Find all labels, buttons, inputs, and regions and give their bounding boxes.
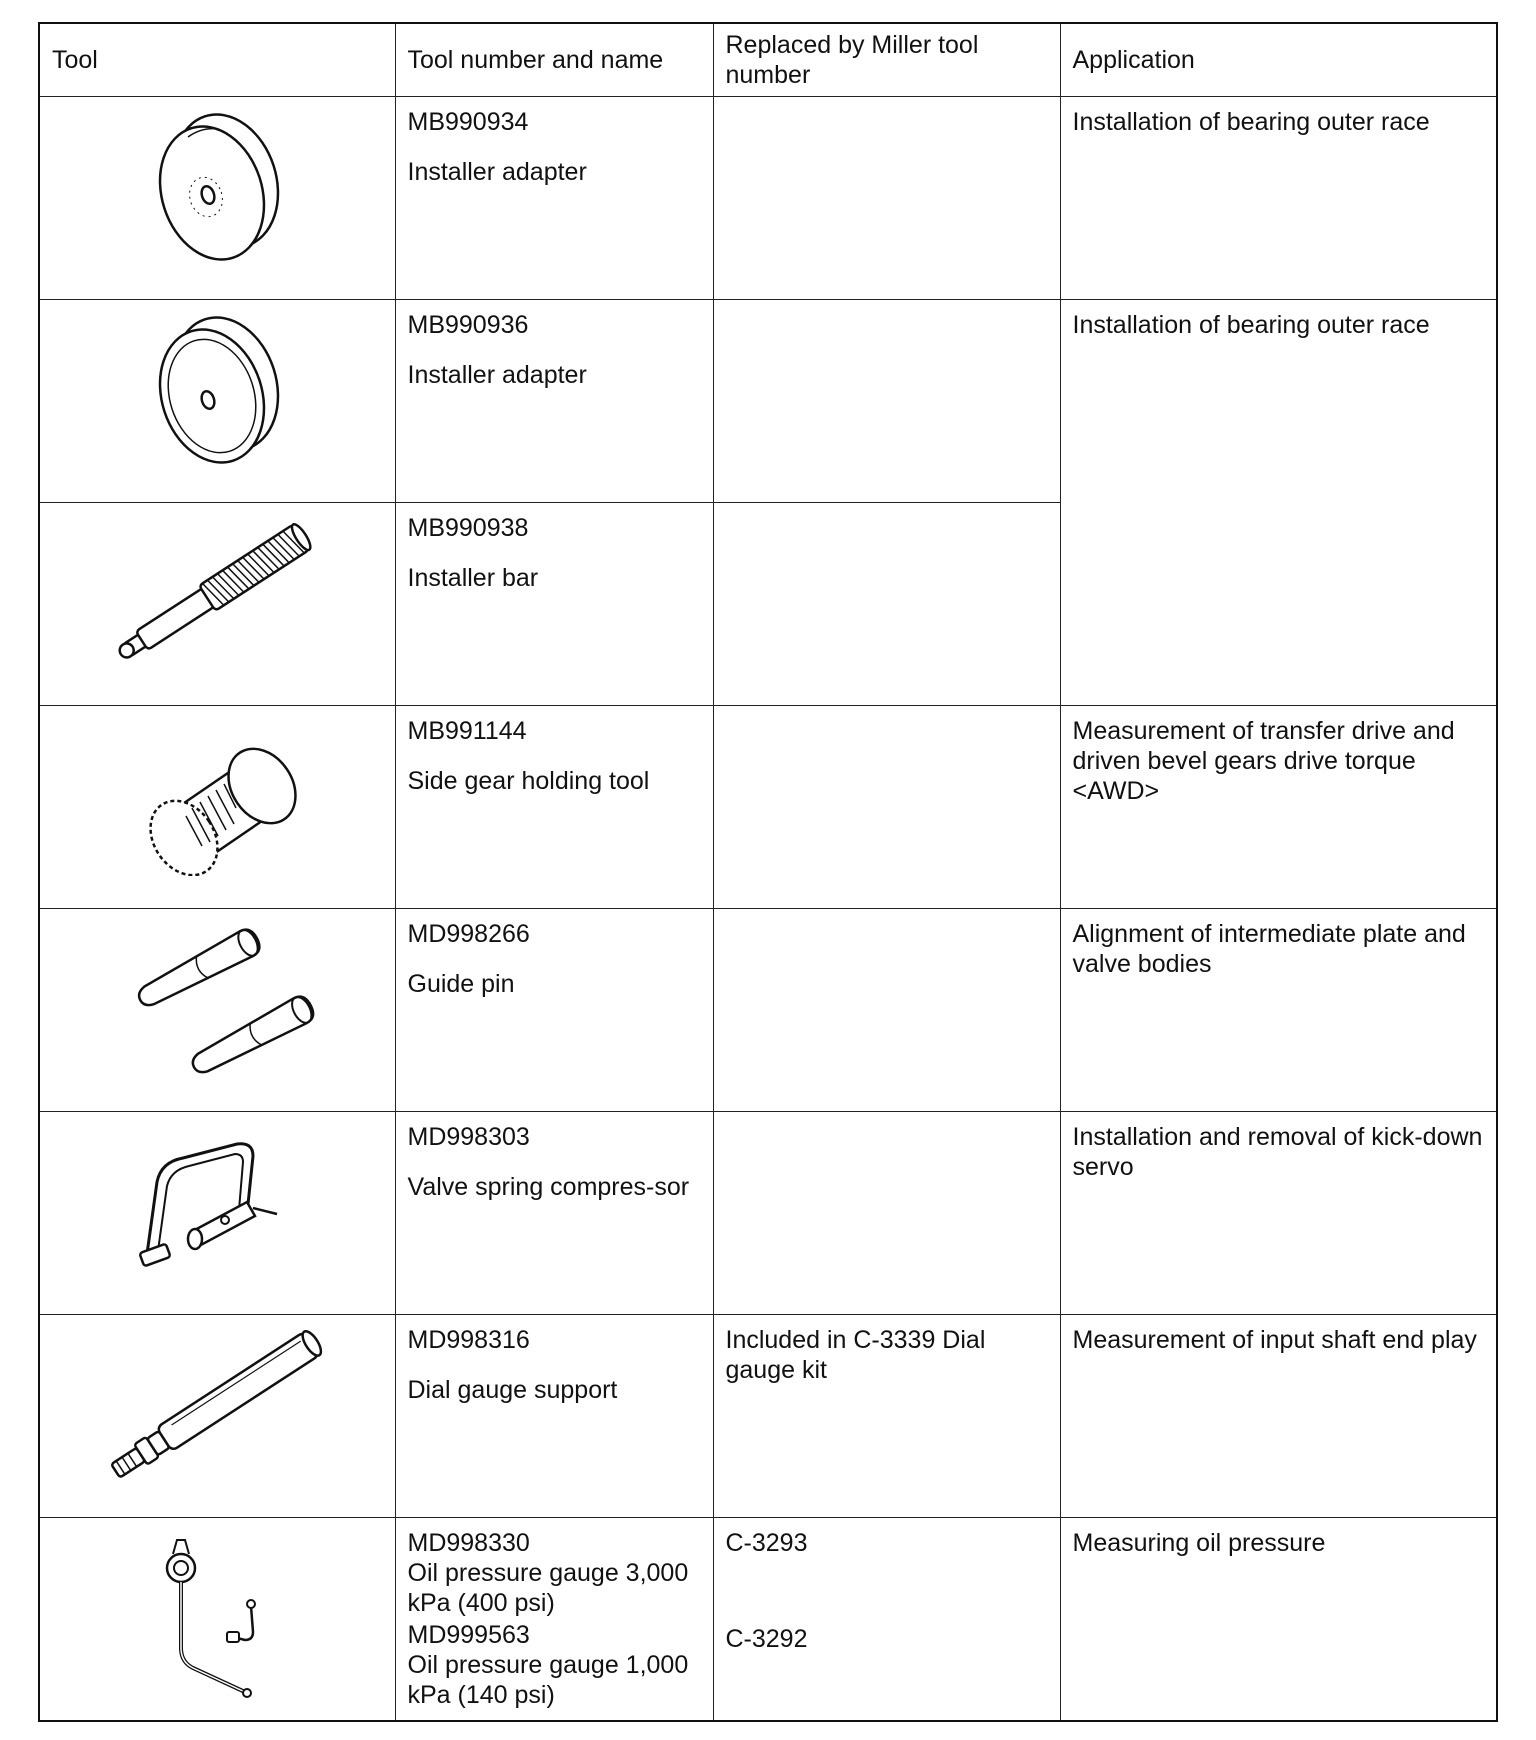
tool-image-cell [39,909,395,1112]
miller-number: C-3293 [725,1529,808,1557]
special-tools-page [38,22,1496,1722]
tool-image-cell [39,300,395,503]
tool-number: MD998266 [407,920,530,948]
application-cell: Installation and removal of kick-down servo [1060,1112,1497,1315]
tool-number-name-cell [395,909,713,1112]
tool-number: MD998303 [407,1123,530,1151]
tool-name: Side gear holding tool [407,767,650,795]
tool-name: Dial gauge support [407,1376,618,1404]
installer-bar-icon [92,513,342,673]
miller-number-cell [713,97,1060,300]
tool-number-name-cell [395,706,713,909]
miller-number-cell [713,1112,1060,1315]
guide-pin-icon [107,919,327,1079]
header-tool: Tool [39,23,395,97]
table-row [39,1518,1497,1722]
tool-name-2: Oil pressure gauge 1,000 kPa (140 psi) [407,1651,689,1709]
tool-number-name-cell [395,300,713,503]
tool-image-cell [39,1112,395,1315]
application-cell: Installation of bearing outer race [1060,97,1497,300]
application-cell: Measurement of transfer drive and driven bevel gears drive torque <AWD> [1060,706,1497,909]
miller-number-2: C-3292 [725,1625,808,1653]
dial-gauge-support-icon [82,1325,352,1485]
tool-number: MB990934 [407,108,529,136]
tool-number-2: MD999563 [407,1621,530,1649]
table-row [39,706,1497,909]
table-row [39,1112,1497,1315]
tool-number-name-cell [395,1112,713,1315]
header-application: Application [1060,23,1497,97]
application-cell: Measuring oil pressure [1060,1518,1497,1722]
miller-number-cell [713,706,1060,909]
tool-image-cell [39,97,395,300]
tool-image-cell [39,1518,395,1722]
miller-number-cell [713,1518,1060,1722]
application-cell: Measurement of input shaft end play [1060,1315,1497,1518]
tool-number: MD998316 [407,1326,530,1354]
tool-number-name-cell [395,1315,713,1518]
tool-name: Installer bar [407,564,539,592]
table-row [39,909,1497,1112]
table-row [39,97,1497,300]
header-tool-number-and-name: Tool number and name [395,23,713,97]
side-gear-holding-tool-icon [132,716,302,876]
application-cell: Installation of bearing outer race [1060,300,1497,706]
miller-number-cell: Included in C-3339 Dial gauge kit [713,1315,1060,1518]
table-header-row [39,23,1497,97]
special-tools-table [38,22,1498,1722]
tool-number: MB991144 [407,717,527,745]
miller-number-cell [713,300,1060,503]
tool-image-cell [39,503,395,706]
tool-name: Installer adapter [407,361,587,389]
tool-name: Oil pressure gauge 3,000 kPa (400 psi) [407,1559,689,1617]
header-miller-tool-number: Replaced by Miller tool number [713,23,1060,97]
miller-number-cell [713,503,1060,706]
tool-name: Valve spring compres-sor [407,1173,690,1201]
installer-adapter-disc-icon [142,310,292,470]
tool-image-cell [39,706,395,909]
tool-number-name-cell [395,1518,713,1722]
tool-name: Installer adapter [407,158,587,186]
tool-image-cell [39,1315,395,1518]
tool-number: MB990938 [407,514,529,542]
tool-number: MB990936 [407,311,529,339]
table-row [39,300,1497,503]
tool-number-name-cell [395,97,713,300]
tool-number-name-cell [395,503,713,706]
miller-number-cell [713,909,1060,1112]
tool-number: MD998330 [407,1529,530,1557]
table-row [39,1315,1497,1518]
application-cell: Alignment of intermediate plate and valve bodies [1060,909,1497,1112]
tool-name: Guide pin [407,970,515,998]
valve-spring-compressor-icon [127,1122,307,1282]
oil-pressure-gauge-icon [147,1528,287,1698]
installer-adapter-disc-icon [142,107,292,267]
